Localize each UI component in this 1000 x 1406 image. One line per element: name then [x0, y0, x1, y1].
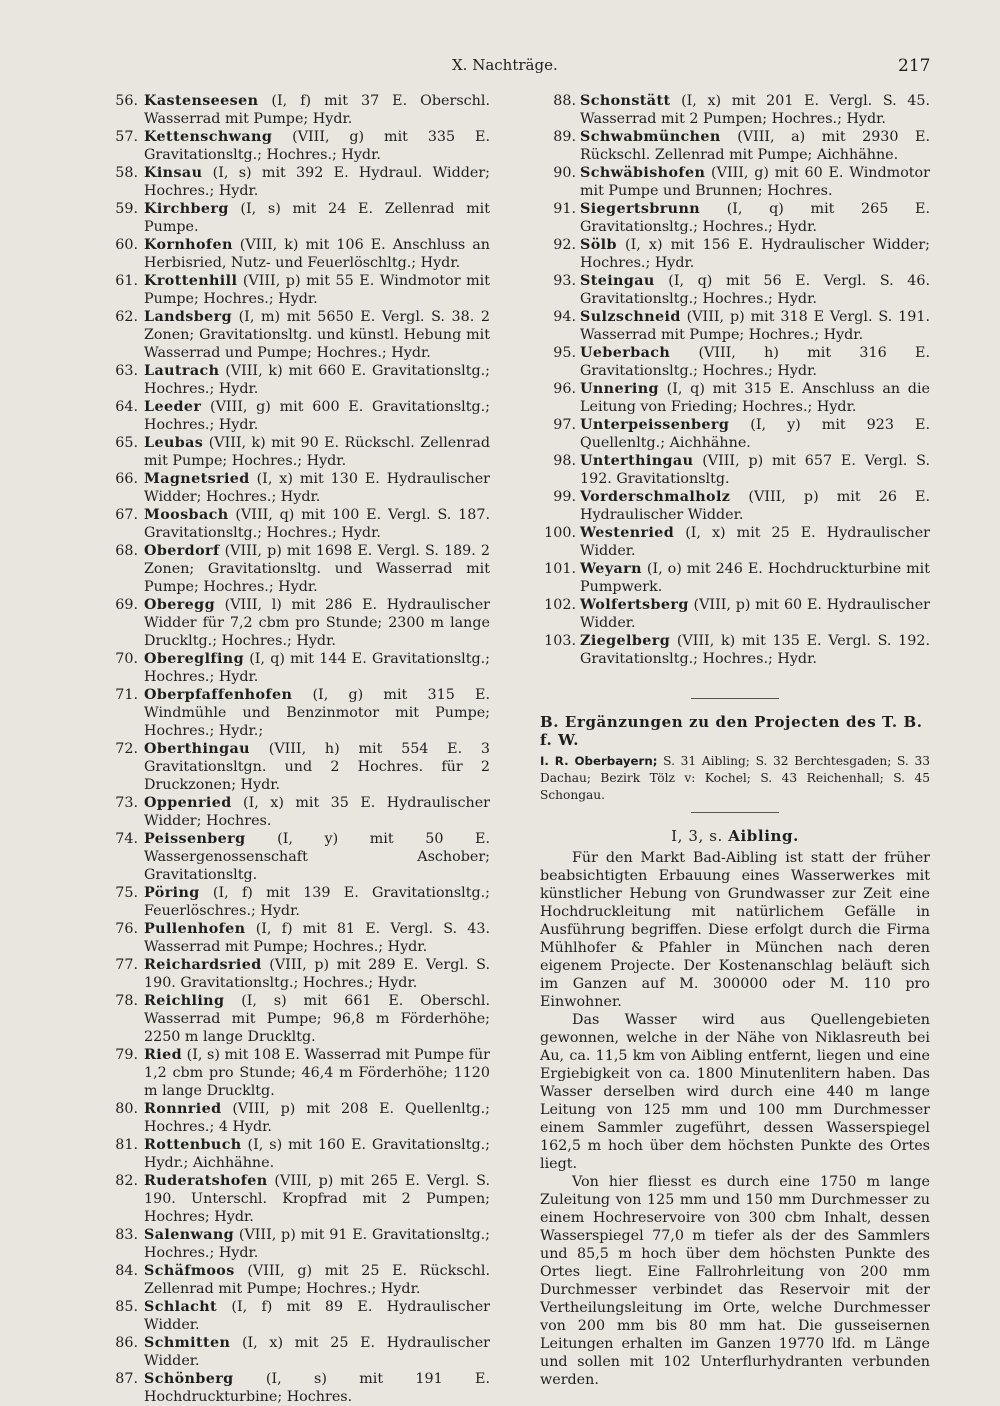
chapter-title: X. Nachträge. — [452, 56, 558, 74]
entry-number: 70. — [115, 651, 138, 667]
list-entry — [540, 344, 930, 380]
list-entry — [108, 1136, 490, 1172]
entry-number: 66. — [115, 471, 138, 487]
entry-text: (I, y) mit 50 E. Wassergenossenschaft Aschober; Gravitationsltg. — [144, 831, 490, 883]
list-entry — [108, 308, 490, 362]
list-entry — [108, 1226, 490, 1262]
place-name: Landsberg — [144, 309, 232, 325]
region-references — [540, 753, 930, 804]
list-entry — [540, 92, 930, 128]
entry-text: (I, x) mit 35 E. Hydraulischer Widder; Hochres. — [144, 795, 490, 829]
entry-number: 103. — [544, 633, 576, 649]
entry-number: 87. — [115, 1371, 138, 1387]
entry-text: (VIII, l) mit 286 E. Hydraulischer Widder für 7,2 cbm pro Stunde; 2300 m lange Druckltg.; Hochres.; Hydr. — [144, 597, 490, 649]
entry-number: 95. — [553, 345, 576, 361]
page-number: 217 — [898, 56, 931, 76]
entry-number: 56. — [115, 93, 138, 109]
entry-number: 80. — [115, 1101, 138, 1117]
list-entry — [540, 164, 930, 200]
entry-number: 78. — [115, 993, 138, 1009]
list-entry — [108, 1172, 490, 1226]
body-text — [540, 849, 930, 1389]
entry-number: 82. — [115, 1173, 138, 1189]
place-name: Ziegelberg — [580, 633, 671, 649]
list-entry — [108, 830, 490, 884]
list-entry — [108, 740, 490, 794]
entry-text: (VIII, p) mit 91 E. Gravitationsltg.; Hochres.; Hydr. — [144, 1227, 490, 1261]
list-entry — [540, 560, 930, 596]
entry-number: 58. — [115, 165, 138, 181]
place-name: Leubas — [144, 435, 204, 451]
entry-text: (I, s) mit 108 E. Wasserrad mit Pumpe für 1,2 cbm pro Stunde; 46,4 m Förderhöhe; 1120 m lange Druckltg. — [144, 1047, 490, 1099]
entry-text: (I, s) mit 392 E. Hydraul. Widder; Hochres.; Hydr. — [144, 165, 490, 199]
place-name: Oberdorf — [144, 543, 220, 559]
place-name: Leeder — [144, 399, 202, 415]
entry-text: (I, f) mit 37 E. Oberschl. Wasserrad mit Pumpe; Hydr. — [144, 93, 490, 127]
entry-text: (VIII, k) mit 660 E. Gravitationsltg.; Hochres.; Hydr. — [144, 363, 490, 397]
place-name: Wolfertsberg — [580, 597, 689, 613]
entry-number: 75. — [115, 885, 138, 901]
entry-number: 69. — [115, 597, 138, 613]
entry-number: 64. — [115, 399, 138, 415]
entry-number: 88. — [553, 93, 576, 109]
place-name: Oberpfaffenhofen — [144, 687, 293, 703]
place-name: Schäfmoos — [144, 1263, 235, 1279]
list-entry — [540, 272, 930, 308]
entry-number: 59. — [115, 201, 138, 217]
entry-text: (VIII, p) mit 26 E. Hydraulischer Widder. — [580, 489, 930, 523]
entry-number: 86. — [115, 1335, 138, 1351]
list-entry — [108, 1262, 490, 1298]
place-heading — [540, 827, 930, 845]
list-entry — [108, 794, 490, 830]
entry-number: 63. — [115, 363, 138, 379]
section-heading: B. Ergänzungen zu den Projecten des T. B. f. W. — [540, 713, 923, 749]
entry-number: 101. — [544, 561, 576, 577]
entry-text: (I, s) mit 160 E. Gravitationsltg.; Hydr.; Aichhähne. — [144, 1137, 490, 1171]
entry-text: (I, x) mit 156 E. Hydraulischer Widder; Hochres.; Hydr. — [580, 237, 930, 271]
entry-text: (VIII, p) mit 208 E. Quellenltg.; Hochres.; 4 Hydr. — [144, 1101, 490, 1135]
list-entry — [540, 380, 930, 416]
region-list: S. 31 Aibling; S. 32 Berchtesgaden; S. 33 Dachau; Bezirk Tölz v: Kochel; S. 43 Reichenhall; S. 45 Schongau. — [540, 754, 931, 802]
entry-text: (VIII, k) mit 90 E. Rückschl. Zellenrad mit Pumpe; Hochres.; Hydr. — [144, 435, 490, 469]
place-name: Reichling — [144, 993, 225, 1009]
entry-text: (VIII, k) mit 106 E. Anschluss an Herbisried, Nutz- und Feuerlöschltg.; Hydr. — [144, 237, 490, 271]
entry-number: 89. — [553, 129, 576, 145]
list-entry — [540, 596, 930, 632]
list-entry — [108, 920, 490, 956]
place-name: Magnetsried — [144, 471, 250, 487]
entry-text: (I, x) mit 25 E. Hydraulischer Widder. — [580, 525, 930, 559]
entry-text: (I, q) mit 265 E. Gravitationsltg.; Hochres.; Hydr. — [580, 201, 930, 235]
list-entry — [540, 632, 930, 668]
entry-text: (VIII, p) mit 55 E. Windmotor mit Pumpe; Hochres.; Hydr. — [144, 273, 490, 307]
place-name: Rottenbuch — [144, 1137, 242, 1153]
list-entry — [108, 92, 490, 128]
list-entry — [108, 398, 490, 434]
place-name: Westenried — [580, 525, 675, 541]
place-name: Schmitten — [144, 1335, 231, 1351]
place-name: Ried — [144, 1047, 183, 1063]
entry-text: (VIII, p) mit 265 E. Vergl. S. 190. Unterschl. Kropfrad mit 2 Pumpen; Hochres; Hydr. — [144, 1173, 490, 1225]
entry-number: 85. — [115, 1299, 138, 1315]
place-name: Oppenried — [144, 795, 232, 811]
entry-text: (I, x) mit 130 E. Hydraulischer Widder; Hochres.; Hydr. — [144, 471, 490, 505]
entry-number: 81. — [115, 1137, 138, 1153]
place-name: Unnering — [580, 381, 659, 397]
list-entry — [108, 1046, 490, 1100]
entry-text: (I, f) mit 139 E. Gravitationsltg.; Feuerlöschres.; Hydr. — [144, 885, 490, 919]
entry-number: 96. — [553, 381, 576, 397]
entry-number: 68. — [115, 543, 138, 559]
entry-number: 72. — [115, 741, 138, 757]
place-name: Schonstätt — [580, 93, 671, 109]
place-name: Kinsau — [144, 165, 203, 181]
entry-text: (VIII, p) mit 657 E. Vergl. S. 192. Gravitationsltg. — [580, 453, 930, 487]
place-name: Reichardsried — [144, 957, 262, 973]
list-entry — [108, 956, 490, 992]
place-name: Sölb — [580, 237, 617, 253]
entry-number: 97. — [553, 417, 576, 433]
list-entry — [540, 488, 930, 524]
entry-number: 102. — [544, 597, 576, 613]
place-reference: I, 3, s. — [671, 827, 723, 845]
entry-text: (I, o) mit 246 E. Hochdruckturbine mit Pumpwerk. — [580, 561, 930, 595]
entry-number: 62. — [115, 309, 138, 325]
entry-text: (VIII, p) mit 1698 E. Vergl. S. 189. 2 Zonen; Gravitationsltg. und Wasserrad mit Pumpe; Hochres.; Hydr. — [144, 543, 490, 595]
place-name: Kirchberg — [144, 201, 229, 217]
place-name: Salenwang — [144, 1227, 235, 1243]
place-name: Ueberbach — [580, 345, 671, 361]
entry-text: (I, f) mit 81 E. Vergl. S. 43. Wasserrad mit Pumpe; Hochres.; Hydr. — [144, 921, 490, 955]
entry-text: (VIII, h) mit 316 E. Gravitationsltg.; Hochres.; Hydr. — [580, 345, 930, 379]
entry-text: (I, x) mit 201 E. Vergl. S. 45. Wasserrad mit 2 Pumpen; Hochres.; Hydr. — [580, 93, 930, 127]
place-name: Ruderatshofen — [144, 1173, 268, 1189]
place-name: Aibling. — [728, 827, 799, 845]
entry-text: (I, m) mit 5650 E. Vergl. S. 38. 2 Zonen; Gravitationsltg. und künstl. Hebung mit Wasserrad und Pumpe; Hochres.; Hydr. — [144, 309, 490, 361]
entry-number: 60. — [115, 237, 138, 253]
entry-number: 61. — [115, 273, 138, 289]
entry-number: 93. — [553, 273, 576, 289]
left-column — [108, 92, 490, 1406]
place-name: Kornhofen — [144, 237, 233, 253]
paragraph: Für den Markt Bad-Aibling ist statt der früher beabsichtigten Erbauung eines Wasserwerkes mit künstlicher Hebung von Grundwasser zur Zeit eine Hochdruckleitung mit natürlichem Gefälle in Ausführung begriffen. Diese erfolgt durch die Firma Mühlhofer & Pfahler in München nach deren eigenem Projecte. Der Kostenanschlag beläuft sich im Ganzen auf M. 300000 oder M. 110 pro Einwohner. — [540, 850, 930, 1010]
entry-number: 65. — [115, 435, 138, 451]
entry-number: 92. — [553, 237, 576, 253]
entry-text: (I, q) mit 144 E. Gravitationsltg.; Hochres.; Hydr. — [144, 651, 490, 685]
list-entry — [108, 506, 490, 542]
running-head — [0, 56, 1000, 78]
list-entry — [108, 128, 490, 164]
entry-text: (VIII, g) mit 25 E. Rückschl. Zellenrad mit Pumpe; Hochres.; Hydr. — [144, 1263, 490, 1297]
list-entry — [108, 1334, 490, 1370]
right-entry-list — [540, 92, 930, 668]
entry-text: (I, q) mit 315 E. Anschluss an die Leitung von Frieding; Hochres.; Hydr. — [580, 381, 930, 415]
place-name: Oberegg — [144, 597, 215, 613]
list-entry — [108, 434, 490, 470]
entry-number: 91. — [553, 201, 576, 217]
entry-number: 84. — [115, 1263, 138, 1279]
list-entry — [540, 308, 930, 344]
list-entry — [108, 164, 490, 200]
list-entry — [108, 470, 490, 506]
list-entry — [108, 650, 490, 686]
paragraph: Das Wasser wird aus Quellengebieten gewonnen, welche in der Nähe von Niklasreuth bei Au, ca. 11,5 km von Aibling entfernt, liegen und eine Ergiebigkeit von ca. 1800 Minutenlitern haben. Das Wasser derselben wird durch eine 440 m lange Leitung von 125 mm und 100 mm Durchmesser einem Sammler zugeführt, dessen Wasserspiegel 162,5 m hoch über dem höchsten Punkte des Ortes liegt. — [540, 1012, 930, 1172]
entry-text: (VIII, g) mit 335 E. Gravitationsltg.; Hochres.; Hydr. — [144, 129, 490, 163]
place-name: Weyarn — [580, 561, 642, 577]
entry-text: (VIII, g) mit 600 E. Gravitationsltg.; Hochres.; Hydr. — [144, 399, 490, 433]
place-name: Moosbach — [144, 507, 229, 523]
place-name: Schönberg — [144, 1371, 234, 1387]
place-name: Pullenhofen — [144, 921, 246, 937]
list-entry — [108, 992, 490, 1046]
place-name: Siegertsbrunn — [580, 201, 701, 217]
entry-number: 79. — [115, 1047, 138, 1063]
place-name: Lautrach — [144, 363, 220, 379]
entry-text: (I, s) mit 191 E. Hochdruckturbine; Hochres. — [144, 1371, 490, 1405]
list-entry — [540, 200, 930, 236]
place-name: Pöring — [144, 885, 200, 901]
place-name: Ronnried — [144, 1101, 222, 1117]
section-divider — [691, 698, 779, 699]
entry-text: (VIII, p) mit 60 E. Hydraulischer Widder. — [580, 597, 930, 631]
subsection-divider — [691, 812, 779, 813]
place-name: Schlacht — [144, 1299, 218, 1315]
entry-text: (VIII, q) mit 100 E. Vergl. S. 187. Gravitationsltg.; Hochres.; Hydr. — [144, 507, 490, 541]
place-name: Schwabmünchen — [580, 129, 721, 145]
list-entry — [108, 542, 490, 596]
place-name: Unterthingau — [580, 453, 694, 469]
place-name: Peissenberg — [144, 831, 246, 847]
list-entry — [108, 1100, 490, 1136]
entry-number: 71. — [115, 687, 138, 703]
list-entry — [540, 416, 930, 452]
place-name: Krottenhill — [144, 273, 238, 289]
entry-text: (I, s) mit 661 E. Oberschl. Wasserrad mit Pumpe; 96,8 m Förderhöhe; 2250 m lange Druckltg. — [144, 993, 490, 1045]
entry-text: (VIII, g) mit 60 E. Windmotor mit Pumpe und Brunnen; Hochres. — [580, 165, 930, 199]
right-column — [540, 92, 930, 1389]
list-entry — [108, 1298, 490, 1334]
entry-text: (I, s) mit 24 E. Zellenrad mit Pumpe. — [144, 201, 490, 235]
entry-text: (I, g) mit 315 E. Windmühle und Benzinmotor mit Pumpe; Hochres.; Hydr.; — [144, 687, 490, 739]
entry-number: 76. — [115, 921, 138, 937]
entry-text: (I, y) mit 923 E. Quellenltg.; Aichhähne. — [580, 417, 930, 451]
entry-number: 99. — [553, 489, 576, 505]
entry-number: 74. — [115, 831, 138, 847]
list-entry — [108, 596, 490, 650]
entry-number: 77. — [115, 957, 138, 973]
entry-number: 90. — [553, 165, 576, 181]
place-name: Sulzschneid — [580, 309, 681, 325]
entry-text: (VIII, h) mit 554 E. 3 Gravitationsltgn. und 2 Hochres. für 2 Druckzonen; Hydr. — [144, 741, 490, 793]
entry-number: 94. — [553, 309, 576, 325]
entry-number: 57. — [115, 129, 138, 145]
list-entry — [540, 524, 930, 560]
place-name: Steingau — [580, 273, 655, 289]
entry-number: 67. — [115, 507, 138, 523]
place-name: Kettenschwang — [144, 129, 273, 145]
entry-text: (I, f) mit 89 E. Hydraulischer Widder. — [144, 1299, 490, 1333]
entry-number: 83. — [115, 1227, 138, 1243]
entry-number: 98. — [553, 453, 576, 469]
place-name: Obereglfing — [144, 651, 244, 667]
list-entry — [108, 884, 490, 920]
entry-text: (VIII, p) mit 318 E Vergl. S. 191. Wasserrad mit Pumpe; Hochres.; Hydr. — [580, 309, 930, 343]
entry-number: 73. — [115, 795, 138, 811]
list-entry — [108, 1370, 490, 1406]
entry-text: (VIII, p) mit 289 E. Vergl. S. 190. Gravitationsltg.; Hochres.; Hydr. — [144, 957, 490, 991]
list-entry — [540, 452, 930, 488]
list-entry — [108, 272, 490, 308]
list-entry — [108, 236, 490, 272]
place-name: Kastenseesen — [144, 93, 259, 109]
region-lead: I. R. Oberbayern; — [540, 754, 658, 768]
entry-text: (I, q) mit 56 E. Vergl. S. 46. Gravitationsltg.; Hochres.; Hydr. — [580, 273, 930, 307]
paragraph: Von hier fliesst es durch eine 1750 m lange Zuleitung von 125 mm und 150 mm Durchmesser zu einem Hochreservoire von 300 cbm Inhalt, dessen Wasserspiegel 77,0 m tiefer als der des Sammlers und 85,5 m hoch über dem höchsten Punkte des Ortes liegt. Eine Fallrohrleitung von 200 mm Durchmesser verbindet das Reservoir mit der Vertheilungsleitung im Orte, welche Durchmesser von 200 mm bis 80 mm hat. Die gusseisernen Leitungen erhalten im Ganzen 19770 lfd. m Länge und sollen mit 102 Unterflurhydranten verbunden werden. — [540, 1174, 930, 1388]
list-entry — [108, 362, 490, 398]
list-entry — [108, 200, 490, 236]
list-entry — [540, 128, 930, 164]
place-name: Oberthingau — [144, 741, 250, 757]
entry-text: (VIII, a) mit 2930 E. Rückschl. Zellenrad mit Pumpe; Aichhähne. — [580, 129, 930, 163]
place-name: Vorderschmalholz — [580, 489, 731, 505]
list-entry — [108, 686, 490, 740]
place-name: Unterpeissenberg — [580, 417, 730, 433]
entry-text: (I, x) mit 25 E. Hydraulischer Widder. — [144, 1335, 490, 1369]
entry-number: 100. — [544, 525, 576, 541]
list-entry — [540, 236, 930, 272]
entry-text: (VIII, k) mit 135 E. Vergl. S. 192. Gravitationsltg.; Hochres.; Hydr. — [580, 633, 930, 667]
place-name: Schwäbishofen — [580, 165, 706, 181]
